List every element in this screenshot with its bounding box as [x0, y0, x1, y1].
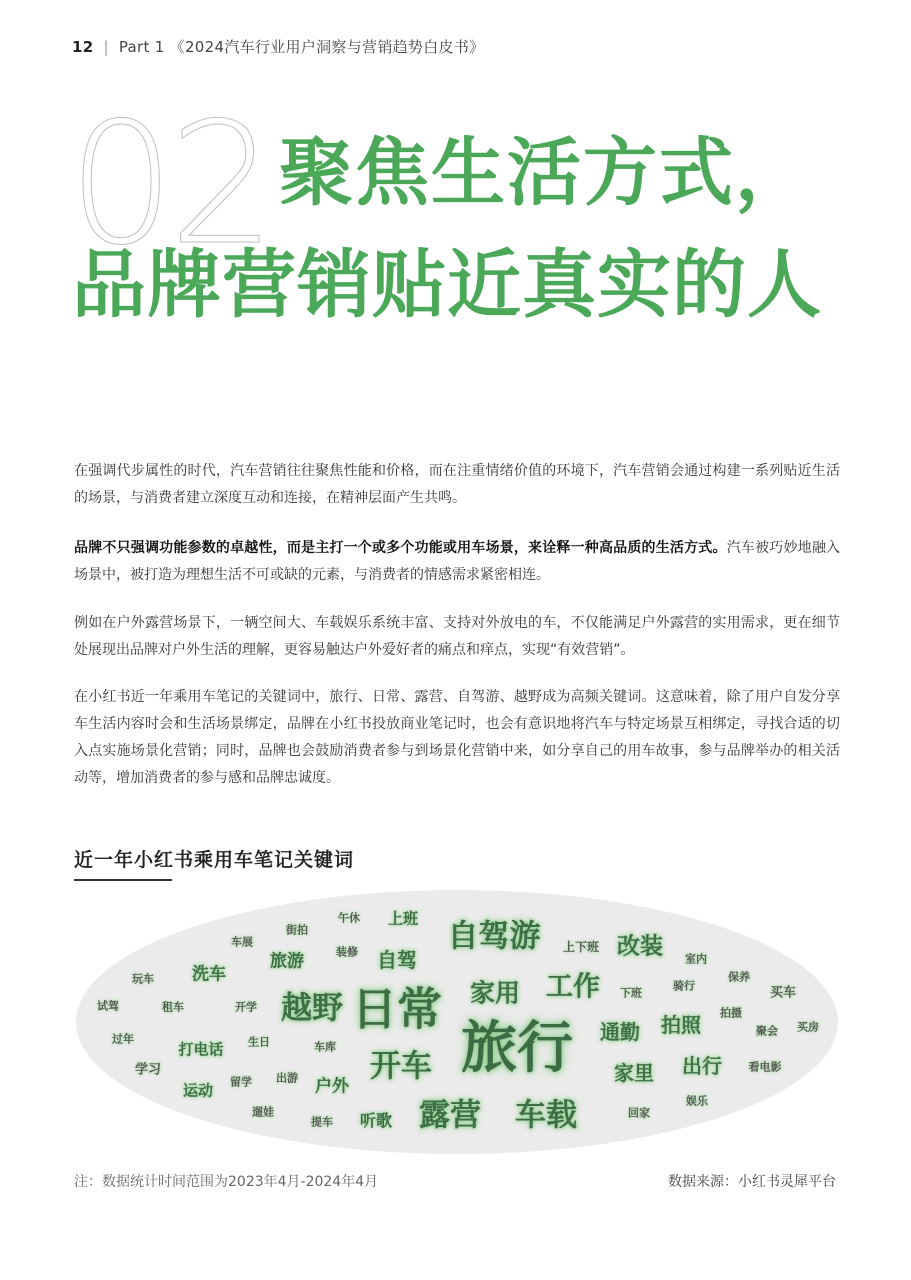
keyword: 生日: [248, 1035, 270, 1049]
keyword: 骑行: [673, 979, 695, 993]
keyword: 开车: [370, 1048, 432, 1085]
keyword: 聚会: [756, 1024, 778, 1038]
keyword: 旅游: [270, 951, 304, 972]
keyword: 出游: [276, 1071, 298, 1085]
keyword: 回家: [628, 1106, 650, 1120]
keyword: 买房: [797, 1020, 819, 1034]
keyword: 租车: [162, 1000, 184, 1014]
keyword: 家用: [469, 978, 521, 1008]
keyword: 运动: [182, 1081, 214, 1100]
wordcloud-title-rule: [74, 879, 172, 881]
keyword: 拍摄: [720, 1006, 742, 1020]
chapter-number: 02: [68, 86, 270, 282]
keyword: 娱乐: [686, 1094, 708, 1108]
keyword: 装修: [336, 945, 358, 959]
keyword: 午休: [338, 911, 360, 925]
keyword: 露营: [419, 1097, 481, 1134]
paragraph-2-emphasis: 品牌不只强调功能参数的卓越性，而是主打一个或多个功能或用车场景，来诠释一种高品质的生活方式。: [74, 540, 727, 556]
paragraph-4: 在小红书近一年乘用车笔记的关键词中，旅行、日常、露营、自驾游、越野成为高频关键词。这意味着，除了用户自发分享车生活内容时会和生活场景绑定，品牌在小红书投放商业笔记时，也会有意识地将汽车与特定场景互相绑定，寻找合适的切入点实施场景化营销；同时，品牌也会鼓励消费者参与到场景化营销中来，如分享自己的用车故事，参与品牌举办的相关活动等，增加消费者的参与感和品牌忠诚度。: [74, 689, 840, 786]
keyword: 开学: [235, 1000, 257, 1014]
keyword: 保养: [728, 970, 750, 984]
keyword: 日常: [351, 982, 443, 1036]
keyword: 听歌: [359, 1111, 393, 1130]
paragraph-2: [74, 535, 840, 589]
keyword: 出行: [682, 1054, 722, 1078]
keyword: 玩车: [132, 972, 154, 986]
keyword: 学习: [134, 1062, 162, 1078]
paragraph-2-text: 汽车被巧妙地融入场景中，被打造为理想生活不可或缺的元素，与消费者的情感需求紧密相连。: [74, 540, 841, 583]
keyword: 留学: [230, 1075, 252, 1089]
keyword: 车展: [231, 935, 253, 949]
keyword: 越野: [281, 990, 343, 1027]
keyword: 上班: [387, 909, 419, 928]
page-number: 12: [72, 38, 94, 56]
keyword: 打电话: [178, 1040, 224, 1059]
keyword: 自驾游: [447, 918, 541, 955]
paragraph-1: 在强调代步属性的时代，汽车营销往往聚焦性能和价格，而在注重情绪价值的环境下，汽车营销会通过构建一系列贴近生活的场景，与消费者建立深度互动和连接，在精神层面产生共鸣。: [74, 463, 840, 506]
keyword: 试驾: [97, 999, 119, 1013]
report-title: 《2024汽车行业用户洞察与营销趋势白皮书》: [169, 38, 485, 56]
keyword: 通勤: [600, 1020, 640, 1044]
page-header: [72, 36, 484, 57]
keyword: 自驾: [377, 948, 417, 972]
keyword: 室内: [685, 952, 707, 966]
paragraph-3: 例如在户外露营场景下，一辆空间大、车载娱乐系统丰富、支持对外放电的车，不仅能满足户外露营的实用需求，更在细节处展现出品牌对户外生活的理解，更容易触达户外爱好者的痛点和痒点，实现“有效营销”。: [74, 615, 840, 658]
keyword: 洗车: [192, 964, 226, 985]
keyword: 过年: [112, 1032, 134, 1046]
keyword: 上下班: [562, 940, 600, 954]
data-source: 数据来源：小红书灵犀平台: [668, 1174, 836, 1190]
header-separator: |: [103, 38, 109, 56]
keyword: 工作: [546, 971, 600, 1003]
keyword: 街拍: [286, 923, 308, 937]
keyword: 改装: [617, 933, 663, 960]
wordcloud-title: 近一年小红书乘用车笔记关键词: [74, 849, 355, 871]
keyword: 车库: [314, 1040, 336, 1054]
keyword: 车载: [515, 1097, 577, 1134]
keyword: 买车: [769, 985, 797, 1001]
keyword: 提车: [311, 1115, 333, 1129]
keyword: 看电影: [748, 1060, 782, 1074]
keyword: 遛娃: [252, 1105, 274, 1119]
data-note: 注：数据统计时间范围为2023年4月-2024年4月: [74, 1174, 379, 1190]
chapter-title-line-1: 聚焦生活方式，: [279, 130, 811, 216]
keyword: 户外: [315, 1076, 349, 1097]
part-label: Part 1: [118, 38, 165, 56]
keyword: 拍照: [661, 1013, 701, 1037]
keyword: 下班: [620, 986, 642, 1000]
keyword: 旅行: [461, 1016, 573, 1081]
chapter-title-line-2: 品牌营销贴近真实的人: [72, 242, 822, 328]
keyword: 家里: [614, 1061, 654, 1085]
